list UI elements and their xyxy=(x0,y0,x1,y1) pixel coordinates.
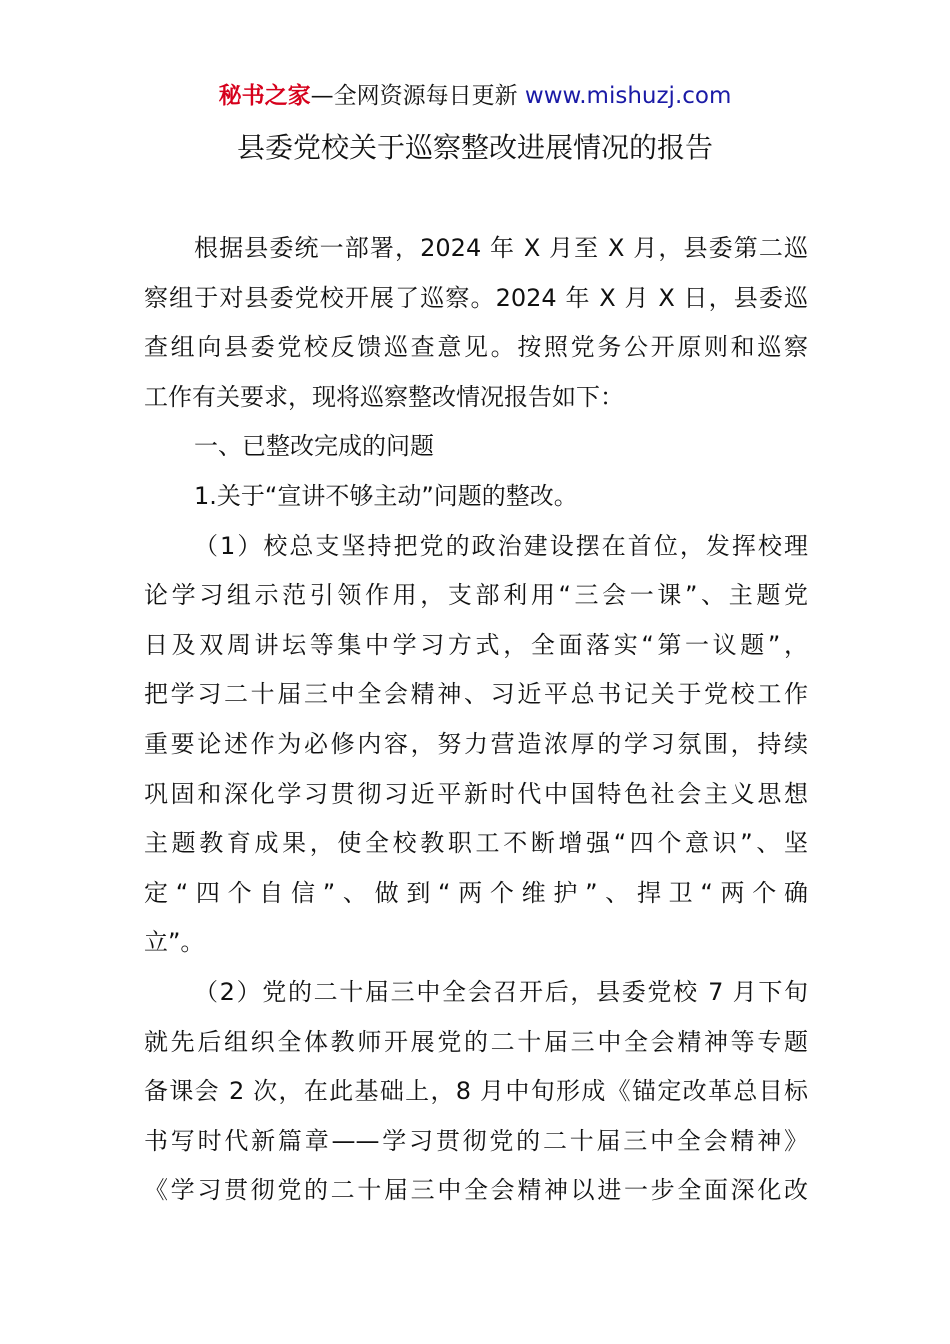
body-line: 察组于对县委党校开展了巡察。2024 年 X 月 X 日，县委巡 xyxy=(144,283,808,312)
body-line: 主题教育成果，使全校教职工不断增强“四个意识”、坚 xyxy=(144,829,808,858)
site-header xyxy=(0,80,950,112)
body-line: 定“四个自信”、做到“两个维护”、捍卫“两个确 xyxy=(144,878,808,907)
site-url-link[interactable]: www.mishuzj.com xyxy=(524,83,732,109)
body-line: 立”。 xyxy=(144,928,205,957)
header-tagline: —全网资源每日更新 xyxy=(310,83,525,109)
body-line: 查组向县委党校反馈巡查意见。按照党务公开原则和巡察 xyxy=(144,333,808,362)
body-line: 就先后组织全体教师开展党的二十届三中全会精神等专题 xyxy=(144,1027,808,1056)
document-title: 县委党校关于巡察整改进展情况的报告 xyxy=(236,131,713,164)
body-line: 备课会 2 次，在此基础上，8 月中旬形成《锚定改革总目标 xyxy=(144,1077,808,1106)
body-line: 日及双周讲坛等集中学习方式，全面落实“第一议题”， xyxy=(144,630,808,659)
brand-name: 秘书之家 xyxy=(218,83,311,109)
body-line: 把学习二十届三中全会精神、习近平总书记关于党校工作 xyxy=(144,680,808,709)
body-line: 根据县委统一部署，2024 年 X 月至 X 月，县委第二巡 xyxy=(194,234,808,262)
body-line: 一、已整改完成的问题 xyxy=(194,432,434,461)
body-line: 《学习贯彻党的二十届三中全会精神以进一步全面深化改 xyxy=(144,1176,808,1205)
body-line: 书写时代新篇章——学习贯彻党的二十届三中全会精神》 xyxy=(144,1126,808,1155)
body-line: （2）党的二十届三中全会召开后，县委党校 7 月下旬 xyxy=(194,977,808,1006)
body-line: 工作有关要求，现将巡察整改情况报告如下： xyxy=(144,382,624,411)
body-line: 论学习组示范引领作用，支部利用“三会一课”、主题党 xyxy=(144,581,808,610)
body-line: 巩固和深化学习贯彻习近平新时代中国特色社会主义思想 xyxy=(144,779,808,808)
document-body xyxy=(144,224,808,1216)
body-line: （1）校总支坚持把党的政治建设摆在首位，发挥校理 xyxy=(194,531,808,560)
body-line: 重要论述作为必修内容，努力营造浓厚的学习氛围，持续 xyxy=(144,729,808,758)
body-line: 1.关于“宣讲不够主动”问题的整改。 xyxy=(194,481,578,510)
